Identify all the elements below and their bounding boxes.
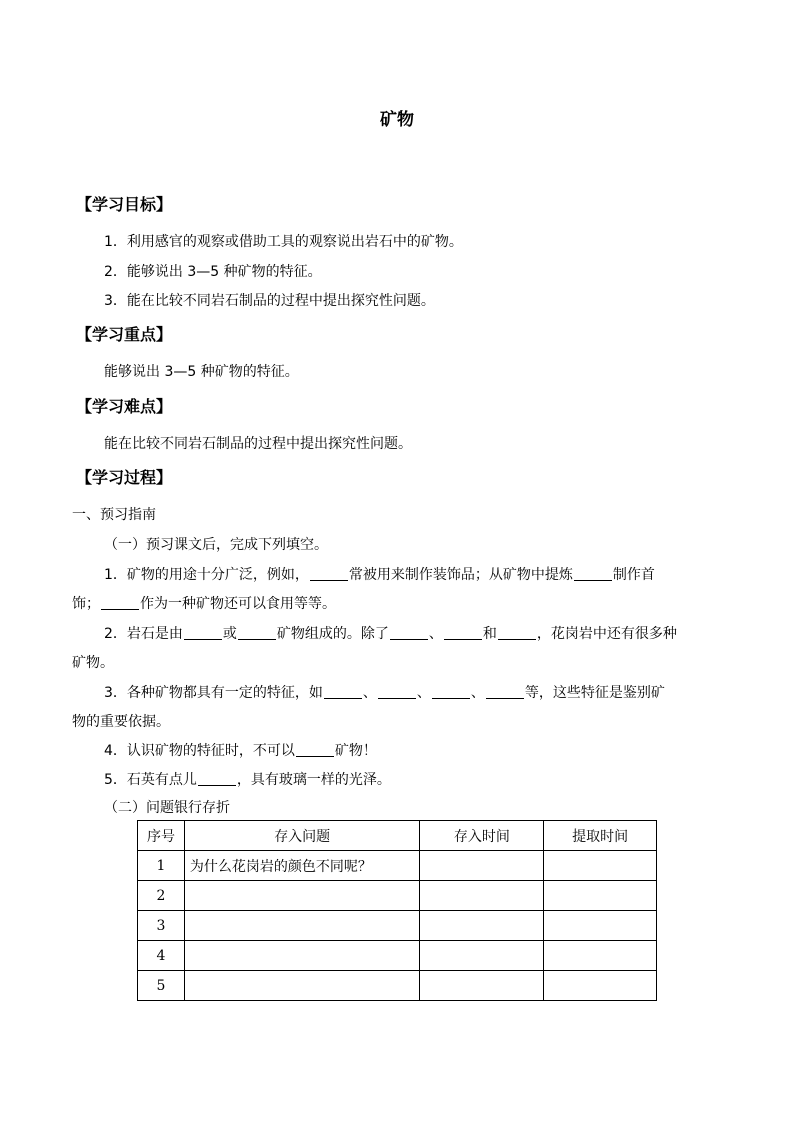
row-number: 2 — [138, 881, 185, 911]
answer-blank[interactable] — [444, 625, 482, 640]
question-cell[interactable]: 为什么花岗岩的颜色不同呢？ — [184, 851, 420, 881]
row-number: 4 — [138, 941, 185, 971]
difficulty-heading: 【学习难点】 — [76, 397, 173, 416]
row-number: 1 — [138, 851, 185, 881]
question-3-line-2: 物的重要依据。 — [72, 714, 170, 730]
answer-blank[interactable] — [324, 684, 362, 699]
process-heading: 【学习过程】 — [76, 468, 173, 487]
difficulty-text: 能在比较不同岩石制品的过程中提出探究性问题。 — [104, 436, 412, 452]
answer-blank[interactable] — [390, 625, 428, 640]
question-1-line-1: 1．矿物的用途十分广泛，例如， 常被用来制作装饰品；从矿物中提炼 制作首 — [104, 567, 655, 583]
withdraw-time-cell[interactable] — [544, 851, 657, 881]
question-2-line-1: 2．岩石是由 或 矿物组成的。除了 、 和 ，花岗岩中还有很多种 — [104, 626, 677, 642]
answer-blank[interactable] — [574, 566, 612, 581]
preview-heading: 一、预习指南 — [72, 507, 156, 523]
answer-blank[interactable] — [310, 566, 348, 581]
deposit-time-cell[interactable] — [420, 911, 544, 941]
goal-item-3: 3．能在比较不同岩石制品的过程中提出探究性问题。 — [104, 293, 435, 309]
answer-blank[interactable] — [486, 684, 524, 699]
goal-item-1: 1．利用感官的观察或借助工具的观察说出岩石中的矿物。 — [104, 234, 463, 250]
goal-item-2: 2．能够说出 3—5 种矿物的特征。 — [104, 264, 322, 280]
deposit-time-cell[interactable] — [420, 881, 544, 911]
goals-heading: 【学习目标】 — [76, 195, 173, 214]
question-2-line-2: 矿物。 — [72, 655, 114, 671]
deposit-time-cell[interactable] — [420, 851, 544, 881]
table-row — [138, 941, 657, 971]
key-text: 能够说出 3—5 种矿物的特征。 — [104, 364, 299, 380]
table-row — [138, 851, 657, 881]
header-question: 存入问题 — [184, 821, 420, 851]
header-deposit-time: 存入时间 — [420, 821, 544, 851]
question-bank-table — [137, 820, 657, 1001]
header-number: 序号 — [138, 821, 185, 851]
answer-blank[interactable] — [378, 684, 416, 699]
preview-subheading-1: （一）预习课文后，完成下列填空。 — [104, 537, 328, 553]
header-withdraw-time: 提取时间 — [544, 821, 657, 851]
answer-blank[interactable] — [184, 625, 222, 640]
row-number: 5 — [138, 971, 185, 1001]
table-header-row — [138, 821, 657, 851]
preview-subheading-2: （二）问题银行存折 — [104, 800, 230, 816]
question-1-line-2: 饰； 作为一种矿物还可以食用等等。 — [72, 596, 336, 612]
answer-blank[interactable] — [498, 625, 536, 640]
withdraw-time-cell[interactable] — [544, 911, 657, 941]
question-cell[interactable] — [184, 941, 420, 971]
withdraw-time-cell[interactable] — [544, 881, 657, 911]
question-5: 5．石英有点儿 ，具有玻璃一样的光泽。 — [104, 772, 391, 788]
question-cell[interactable] — [184, 911, 420, 941]
row-number: 3 — [138, 911, 185, 941]
answer-blank[interactable] — [198, 771, 236, 786]
table-row — [138, 911, 657, 941]
table-row — [138, 881, 657, 911]
deposit-time-cell[interactable] — [420, 941, 544, 971]
answer-blank[interactable] — [432, 684, 470, 699]
withdraw-time-cell[interactable] — [544, 971, 657, 1001]
question-cell[interactable] — [184, 971, 420, 1001]
deposit-time-cell[interactable] — [420, 971, 544, 1001]
question-3-line-1: 3．各种矿物都具有一定的特征，如 、 、 、 等，这些特征是鉴别矿 — [104, 685, 665, 701]
page-title: 矿物 — [380, 110, 414, 130]
key-heading: 【学习重点】 — [76, 325, 173, 344]
table-row — [138, 971, 657, 1001]
answer-blank[interactable] — [101, 595, 139, 610]
question-cell[interactable] — [184, 881, 420, 911]
question-4: 4．认识矿物的特征时，不可以 矿物！ — [104, 743, 377, 759]
withdraw-time-cell[interactable] — [544, 941, 657, 971]
answer-blank[interactable] — [296, 742, 334, 757]
answer-blank[interactable] — [238, 625, 276, 640]
